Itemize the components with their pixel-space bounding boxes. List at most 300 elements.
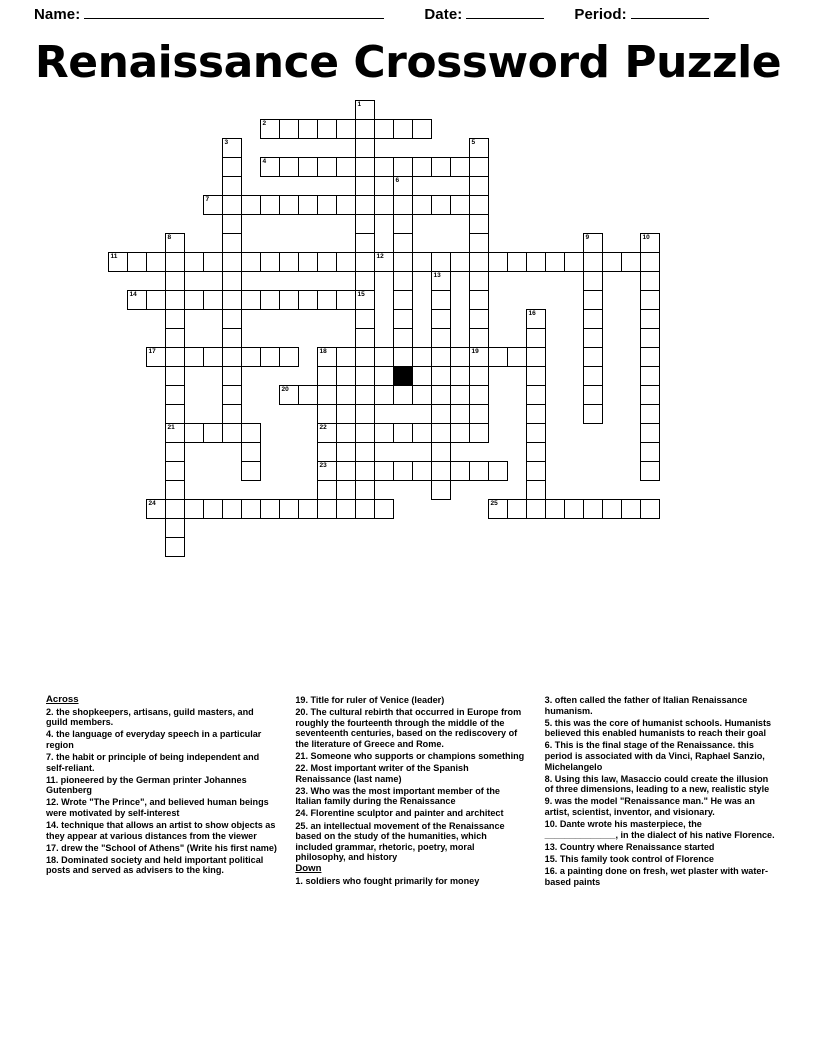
grid-cell[interactable] bbox=[393, 252, 413, 272]
grid-cell[interactable] bbox=[526, 366, 546, 386]
clue-number: 1. bbox=[295, 876, 306, 886]
grid-cell[interactable] bbox=[336, 461, 356, 481]
grid-cell[interactable] bbox=[355, 423, 375, 443]
grid-cell[interactable] bbox=[317, 366, 337, 386]
grid-cell[interactable] bbox=[298, 290, 318, 310]
grid-cell[interactable] bbox=[526, 423, 546, 443]
grid-cell-number: 23 bbox=[319, 462, 327, 469]
grid-cell[interactable] bbox=[222, 385, 242, 405]
grid-cell[interactable] bbox=[184, 423, 204, 443]
grid-cell[interactable] bbox=[298, 157, 318, 177]
grid-cell[interactable] bbox=[355, 442, 375, 462]
grid-cell[interactable] bbox=[488, 252, 508, 272]
grid-cell[interactable] bbox=[469, 195, 489, 215]
clue-number: 23. bbox=[295, 785, 311, 796]
clues-container bbox=[46, 695, 776, 887]
clue-item bbox=[545, 718, 776, 739]
grid-cell[interactable] bbox=[431, 290, 451, 310]
grid-cell[interactable] bbox=[355, 461, 375, 481]
clue-text: Someone who supports or champions something bbox=[310, 750, 525, 761]
grid-cell-number: 8 bbox=[167, 234, 172, 241]
grid-cell[interactable] bbox=[279, 195, 299, 215]
grid-cell[interactable] bbox=[165, 290, 185, 310]
grid-cell[interactable] bbox=[222, 214, 242, 234]
grid-cell[interactable] bbox=[469, 252, 489, 272]
grid-cell[interactable] bbox=[279, 157, 299, 177]
clue-item bbox=[545, 854, 776, 865]
name-field[interactable] bbox=[84, 8, 384, 19]
grid-cell-number: 16 bbox=[528, 310, 536, 317]
grid-cell[interactable] bbox=[393, 176, 413, 196]
grid-cell[interactable] bbox=[640, 461, 660, 481]
grid-cell[interactable] bbox=[279, 347, 299, 367]
grid-cell[interactable] bbox=[431, 404, 451, 424]
grid-cell[interactable] bbox=[431, 271, 451, 291]
grid-cell[interactable] bbox=[583, 404, 603, 424]
grid-cell[interactable] bbox=[317, 290, 337, 310]
grid-cell[interactable] bbox=[165, 518, 185, 538]
grid-cell[interactable] bbox=[412, 347, 432, 367]
clue-number: 12. bbox=[46, 797, 62, 808]
grid-cell[interactable] bbox=[469, 290, 489, 310]
grid-cell[interactable] bbox=[260, 252, 280, 272]
grid-cell[interactable] bbox=[241, 423, 261, 443]
clue-text: Dominated society and held important political posts and served as advisers to the king. bbox=[46, 854, 264, 876]
grid-cell[interactable] bbox=[203, 499, 223, 519]
grid-cell[interactable] bbox=[564, 252, 584, 272]
grid-cell[interactable] bbox=[146, 252, 166, 272]
grid-cell[interactable] bbox=[488, 461, 508, 481]
grid-cell[interactable] bbox=[317, 347, 337, 367]
grid-cell[interactable] bbox=[317, 423, 337, 443]
grid-cell[interactable] bbox=[317, 404, 337, 424]
grid-cell[interactable] bbox=[526, 347, 546, 367]
grid-cell[interactable] bbox=[336, 119, 356, 139]
grid-cell[interactable] bbox=[317, 252, 337, 272]
grid-cell[interactable] bbox=[393, 461, 413, 481]
grid-cell[interactable] bbox=[640, 290, 660, 310]
grid-cell[interactable] bbox=[431, 423, 451, 443]
grid-cell[interactable] bbox=[355, 480, 375, 500]
grid-cell[interactable] bbox=[184, 499, 204, 519]
grid-cell[interactable] bbox=[241, 461, 261, 481]
grid-cell[interactable] bbox=[165, 385, 185, 405]
grid-cell[interactable] bbox=[222, 290, 242, 310]
clue-text: often called the father of Italian Renaissance humanism. bbox=[544, 695, 748, 716]
grid-cell[interactable] bbox=[165, 366, 185, 386]
grid-cell[interactable] bbox=[317, 157, 337, 177]
grid-cell[interactable] bbox=[450, 252, 470, 272]
grid-cell[interactable] bbox=[336, 157, 356, 177]
grid-cell-number: 25 bbox=[490, 500, 498, 507]
grid-cell[interactable] bbox=[374, 385, 394, 405]
grid-cell[interactable] bbox=[165, 404, 185, 424]
grid-cell-number: 15 bbox=[357, 291, 365, 298]
grid-cell[interactable] bbox=[583, 385, 603, 405]
grid-cell[interactable] bbox=[336, 195, 356, 215]
grid-cell[interactable] bbox=[583, 328, 603, 348]
grid-cell[interactable] bbox=[298, 499, 318, 519]
grid-cell[interactable] bbox=[412, 423, 432, 443]
grid-cell[interactable] bbox=[241, 290, 261, 310]
grid-cell[interactable] bbox=[412, 461, 432, 481]
grid-cell[interactable] bbox=[640, 271, 660, 291]
grid-cell[interactable] bbox=[355, 100, 375, 120]
grid-cell[interactable] bbox=[640, 499, 660, 519]
clue-text: Using this law, Masaccio could create the illusion of three dimensions, leading to a new, realistic style bbox=[544, 773, 770, 795]
grid-cell[interactable] bbox=[222, 157, 242, 177]
grid-cell[interactable] bbox=[355, 271, 375, 291]
grid-cell[interactable] bbox=[374, 347, 394, 367]
grid-cell[interactable] bbox=[317, 461, 337, 481]
grid-cell[interactable] bbox=[545, 252, 565, 272]
grid-cell[interactable] bbox=[621, 499, 641, 519]
grid-cell[interactable] bbox=[222, 366, 242, 386]
grid-cell[interactable] bbox=[146, 499, 166, 519]
grid-cell-number: 7 bbox=[205, 196, 210, 203]
grid-cell[interactable] bbox=[165, 499, 185, 519]
grid-cell[interactable] bbox=[165, 442, 185, 462]
grid-cell[interactable] bbox=[469, 347, 489, 367]
grid-cell[interactable] bbox=[431, 366, 451, 386]
grid-cell[interactable] bbox=[412, 252, 432, 272]
grid-cell[interactable] bbox=[355, 195, 375, 215]
grid-cell[interactable] bbox=[450, 347, 470, 367]
grid-cell[interactable] bbox=[222, 328, 242, 348]
grid-cell[interactable] bbox=[469, 461, 489, 481]
grid-cell[interactable] bbox=[222, 347, 242, 367]
grid-cell[interactable] bbox=[393, 157, 413, 177]
grid-cell[interactable] bbox=[640, 252, 660, 272]
grid-cell[interactable] bbox=[355, 309, 375, 329]
grid-cell[interactable] bbox=[355, 176, 375, 196]
grid-cell[interactable] bbox=[203, 290, 223, 310]
grid-cell[interactable] bbox=[317, 480, 337, 500]
grid-cell[interactable] bbox=[241, 499, 261, 519]
grid-cell[interactable] bbox=[526, 385, 546, 405]
grid-cell[interactable] bbox=[583, 347, 603, 367]
grid-cell[interactable] bbox=[469, 366, 489, 386]
grid-cell[interactable] bbox=[431, 309, 451, 329]
grid-cell[interactable] bbox=[374, 195, 394, 215]
grid-cell[interactable] bbox=[393, 119, 413, 139]
grid-cell[interactable] bbox=[583, 499, 603, 519]
grid-cell[interactable] bbox=[108, 252, 128, 272]
grid-cell[interactable] bbox=[279, 499, 299, 519]
grid-cell[interactable] bbox=[184, 290, 204, 310]
grid-cell[interactable] bbox=[583, 252, 603, 272]
clue-number: 10. bbox=[544, 819, 560, 830]
grid-cell[interactable] bbox=[260, 195, 280, 215]
grid-cell[interactable] bbox=[393, 385, 413, 405]
grid-cell[interactable] bbox=[355, 347, 375, 367]
grid-cell[interactable] bbox=[298, 119, 318, 139]
grid-cell[interactable] bbox=[184, 252, 204, 272]
clue-text: This family took control of Florence bbox=[559, 853, 714, 864]
grid-cell[interactable] bbox=[526, 499, 546, 519]
grid-cell[interactable] bbox=[526, 442, 546, 462]
grid-cell[interactable] bbox=[317, 442, 337, 462]
crossword-grid-area bbox=[0, 94, 816, 594]
grid-cell[interactable] bbox=[222, 404, 242, 424]
down-heading: Down bbox=[295, 863, 322, 875]
grid-cell[interactable] bbox=[317, 195, 337, 215]
grid-cell[interactable] bbox=[374, 461, 394, 481]
grid-cell[interactable] bbox=[469, 138, 489, 158]
grid-cell[interactable] bbox=[260, 119, 280, 139]
grid-cell[interactable] bbox=[450, 423, 470, 443]
grid-cell[interactable] bbox=[412, 119, 432, 139]
name-label: Name: bbox=[34, 6, 81, 23]
grid-cell[interactable] bbox=[526, 480, 546, 500]
grid-cell[interactable] bbox=[526, 404, 546, 424]
grid-cell[interactable] bbox=[165, 328, 185, 348]
grid-cell[interactable] bbox=[412, 385, 432, 405]
grid-cell[interactable] bbox=[507, 252, 527, 272]
grid-cell[interactable] bbox=[203, 195, 223, 215]
clue-number: 3. bbox=[544, 695, 555, 705]
grid-cell[interactable] bbox=[431, 328, 451, 348]
grid-cell[interactable] bbox=[393, 309, 413, 329]
grid-cell[interactable] bbox=[393, 271, 413, 291]
grid-cell[interactable] bbox=[355, 119, 375, 139]
grid-cell[interactable] bbox=[469, 328, 489, 348]
grid-cell[interactable] bbox=[450, 385, 470, 405]
grid-cell[interactable] bbox=[469, 214, 489, 234]
grid-cell-number: 3 bbox=[224, 139, 229, 146]
grid-cell[interactable] bbox=[583, 290, 603, 310]
grid-cell[interactable] bbox=[222, 271, 242, 291]
grid-cell[interactable] bbox=[469, 157, 489, 177]
grid-cell-blocked bbox=[393, 366, 413, 386]
grid-cell[interactable] bbox=[469, 271, 489, 291]
grid-cell[interactable] bbox=[355, 328, 375, 348]
grid-cell[interactable] bbox=[564, 499, 584, 519]
grid-cell[interactable] bbox=[431, 252, 451, 272]
grid-cell[interactable] bbox=[165, 252, 185, 272]
grid-cell[interactable] bbox=[469, 404, 489, 424]
clue-text: Most important writer of the Spanish Renaissance (last name) bbox=[295, 763, 469, 784]
grid-cell[interactable] bbox=[469, 233, 489, 253]
grid-cell[interactable] bbox=[165, 537, 185, 557]
grid-cell[interactable] bbox=[374, 119, 394, 139]
grid-cell-number: 24 bbox=[148, 500, 156, 507]
grid-cell[interactable] bbox=[602, 499, 622, 519]
clue-item bbox=[545, 842, 776, 853]
grid-cell[interactable] bbox=[393, 195, 413, 215]
grid-cell[interactable] bbox=[241, 252, 261, 272]
grid-cell[interactable] bbox=[640, 309, 660, 329]
grid-cell[interactable] bbox=[393, 347, 413, 367]
grid-cell[interactable] bbox=[355, 385, 375, 405]
grid-cell[interactable] bbox=[355, 499, 375, 519]
grid-cell[interactable] bbox=[355, 404, 375, 424]
grid-cell[interactable] bbox=[184, 347, 204, 367]
grid-cell[interactable] bbox=[374, 423, 394, 443]
clue-text: This is the final stage of the Renaissance. this period is associated with da Vinci, Raphael Sanzio, Michelangelo bbox=[544, 740, 765, 772]
grid-cell[interactable] bbox=[412, 157, 432, 177]
grid-cell[interactable] bbox=[336, 290, 356, 310]
grid-cell[interactable] bbox=[222, 233, 242, 253]
clue-number: 2. bbox=[46, 706, 57, 717]
grid-cell[interactable] bbox=[241, 195, 261, 215]
grid-cell-number: 1 bbox=[357, 101, 362, 108]
clue-item bbox=[295, 695, 526, 706]
clue-item bbox=[295, 763, 526, 784]
clue-item bbox=[46, 752, 277, 773]
clue-text: Dante wrote his masterpiece, the ______________, in the dialect of his native Florence. bbox=[544, 819, 775, 840]
grid-cell[interactable] bbox=[279, 385, 299, 405]
grid-cell[interactable] bbox=[279, 290, 299, 310]
grid-cell[interactable] bbox=[165, 271, 185, 291]
grid-cell[interactable] bbox=[545, 499, 565, 519]
date-field[interactable] bbox=[466, 8, 544, 19]
grid-cell[interactable] bbox=[317, 499, 337, 519]
clue-number: 15. bbox=[544, 853, 560, 864]
grid-cell[interactable] bbox=[355, 252, 375, 272]
grid-cell[interactable] bbox=[526, 252, 546, 272]
grid-cell[interactable] bbox=[317, 385, 337, 405]
clue-item bbox=[46, 775, 277, 796]
grid-cell[interactable] bbox=[431, 195, 451, 215]
grid-cell[interactable] bbox=[355, 138, 375, 158]
grid-cell[interactable] bbox=[241, 442, 261, 462]
clue-item bbox=[46, 729, 277, 750]
grid-cell[interactable] bbox=[355, 157, 375, 177]
grid-cell[interactable] bbox=[526, 461, 546, 481]
grid-cell[interactable] bbox=[165, 309, 185, 329]
grid-cell[interactable] bbox=[355, 233, 375, 253]
grid-cell[interactable] bbox=[165, 461, 185, 481]
grid-cell[interactable] bbox=[450, 195, 470, 215]
grid-cell[interactable] bbox=[317, 119, 337, 139]
grid-cell[interactable] bbox=[469, 385, 489, 405]
grid-cell[interactable] bbox=[165, 347, 185, 367]
grid-cell[interactable] bbox=[640, 385, 660, 405]
grid-cell[interactable] bbox=[336, 423, 356, 443]
grid-cell[interactable] bbox=[336, 252, 356, 272]
grid-cell[interactable] bbox=[260, 347, 280, 367]
grid-cell[interactable] bbox=[222, 176, 242, 196]
grid-cell[interactable] bbox=[583, 366, 603, 386]
grid-cell[interactable] bbox=[412, 195, 432, 215]
grid-cell[interactable] bbox=[374, 499, 394, 519]
grid-cell[interactable] bbox=[374, 252, 394, 272]
grid-cell[interactable] bbox=[469, 176, 489, 196]
grid-cell[interactable] bbox=[146, 347, 166, 367]
grid-cell-number: 14 bbox=[129, 291, 137, 298]
grid-cell[interactable] bbox=[336, 385, 356, 405]
grid-cell[interactable] bbox=[583, 309, 603, 329]
grid-cell[interactable] bbox=[507, 347, 527, 367]
grid-cell[interactable] bbox=[526, 309, 546, 329]
grid-cell[interactable] bbox=[336, 347, 356, 367]
grid-cell[interactable] bbox=[393, 214, 413, 234]
grid-cell[interactable] bbox=[298, 252, 318, 272]
grid-cell[interactable] bbox=[431, 442, 451, 462]
grid-cell[interactable] bbox=[583, 271, 603, 291]
clue-text: Who was the most important member of the Italian family during the Renaissance bbox=[295, 785, 500, 807]
grid-cell[interactable] bbox=[260, 290, 280, 310]
grid-cell-number: 5 bbox=[471, 139, 476, 146]
grid-cell[interactable] bbox=[621, 252, 641, 272]
grid-cell[interactable] bbox=[469, 423, 489, 443]
grid-cell[interactable] bbox=[222, 499, 242, 519]
grid-cell[interactable] bbox=[640, 404, 660, 424]
grid-cell[interactable] bbox=[260, 499, 280, 519]
grid-cell[interactable] bbox=[469, 309, 489, 329]
grid-cell[interactable] bbox=[526, 328, 546, 348]
grid-cell[interactable] bbox=[222, 138, 242, 158]
grid-cell[interactable] bbox=[374, 157, 394, 177]
grid-cell[interactable] bbox=[393, 423, 413, 443]
grid-cell[interactable] bbox=[640, 233, 660, 253]
grid-cell[interactable] bbox=[203, 423, 223, 443]
grid-cell[interactable] bbox=[260, 157, 280, 177]
grid-cell[interactable] bbox=[165, 233, 185, 253]
grid-cell[interactable] bbox=[640, 423, 660, 443]
grid-cell[interactable] bbox=[203, 347, 223, 367]
grid-cell[interactable] bbox=[507, 499, 527, 519]
grid-cell[interactable] bbox=[203, 252, 223, 272]
grid-cell[interactable] bbox=[355, 214, 375, 234]
grid-cell[interactable] bbox=[279, 119, 299, 139]
grid-cell[interactable] bbox=[431, 157, 451, 177]
grid-cell[interactable] bbox=[640, 347, 660, 367]
grid-cell[interactable] bbox=[488, 499, 508, 519]
grid-cell[interactable] bbox=[241, 347, 261, 367]
clue-text: the shopkeepers, artisans, guild masters, and guild members. bbox=[46, 706, 254, 728]
grid-cell[interactable] bbox=[393, 233, 413, 253]
grid-cell[interactable] bbox=[127, 252, 147, 272]
grid-cell[interactable] bbox=[640, 366, 660, 386]
grid-cell[interactable] bbox=[127, 290, 147, 310]
grid-cell[interactable] bbox=[165, 423, 185, 443]
clue-number: 5. bbox=[544, 717, 555, 728]
period-field[interactable] bbox=[631, 8, 709, 19]
grid-cell[interactable] bbox=[393, 328, 413, 348]
grid-cell[interactable] bbox=[165, 480, 185, 500]
grid-cell[interactable] bbox=[222, 252, 242, 272]
grid-cell[interactable] bbox=[431, 385, 451, 405]
clue-item bbox=[545, 819, 776, 840]
grid-cell[interactable] bbox=[450, 461, 470, 481]
grid-cell[interactable] bbox=[222, 423, 242, 443]
grid-cell-number: 6 bbox=[395, 177, 400, 184]
grid-cell[interactable] bbox=[222, 309, 242, 329]
grid-cell-number: 21 bbox=[167, 424, 175, 431]
grid-cell[interactable] bbox=[279, 252, 299, 272]
grid-cell[interactable] bbox=[146, 290, 166, 310]
grid-cell[interactable] bbox=[393, 290, 413, 310]
grid-cell[interactable] bbox=[355, 290, 375, 310]
grid-cell[interactable] bbox=[488, 347, 508, 367]
grid-cell[interactable] bbox=[640, 442, 660, 462]
grid-cell[interactable] bbox=[583, 233, 603, 253]
grid-cell[interactable] bbox=[222, 195, 242, 215]
clue-text: drew the "School of Athens" (Write his first name) bbox=[61, 842, 277, 853]
grid-cell[interactable] bbox=[336, 499, 356, 519]
grid-cell[interactable] bbox=[431, 461, 451, 481]
grid-cell[interactable] bbox=[450, 157, 470, 177]
grid-cell[interactable] bbox=[602, 252, 622, 272]
grid-cell[interactable] bbox=[355, 366, 375, 386]
grid-cell[interactable] bbox=[431, 347, 451, 367]
grid-cell[interactable] bbox=[431, 480, 451, 500]
grid-cell[interactable] bbox=[298, 195, 318, 215]
grid-cell[interactable] bbox=[298, 385, 318, 405]
grid-cell[interactable] bbox=[640, 328, 660, 348]
